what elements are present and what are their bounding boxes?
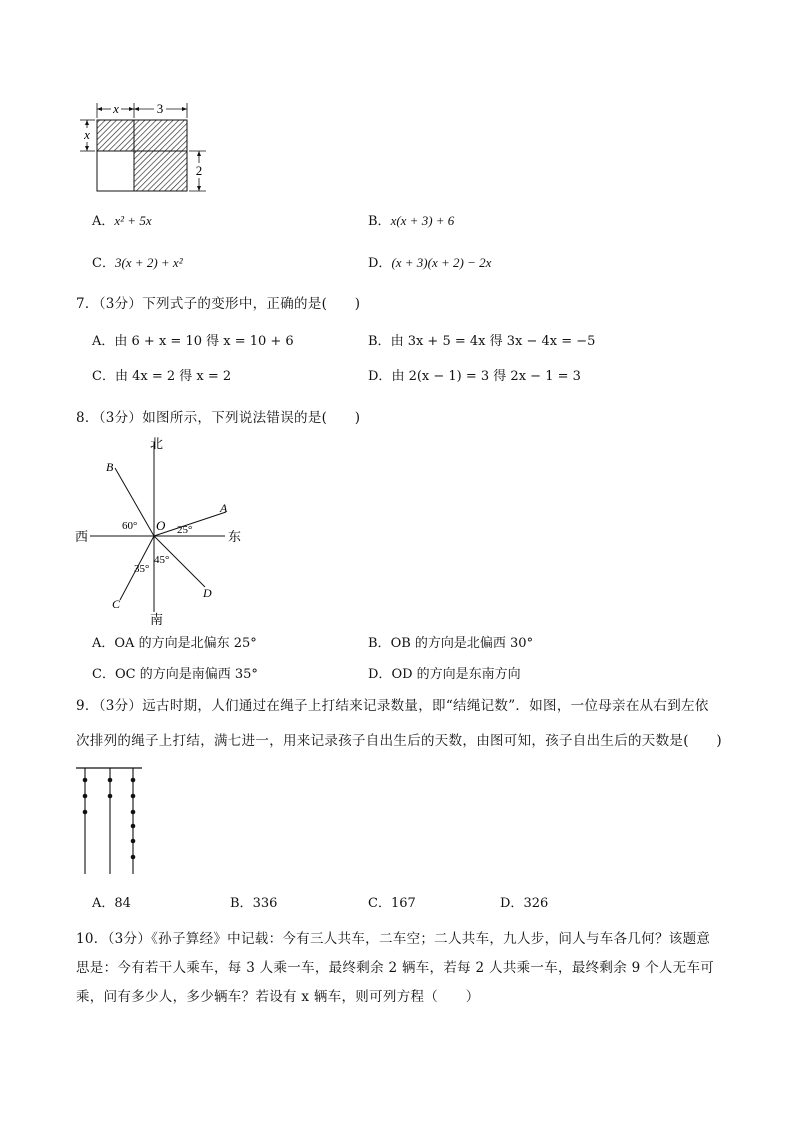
dim-label-2: 2 bbox=[195, 163, 203, 178]
q9-stem-line1: 9．（3分）远古时期，人们通过在绳子上打结来记录数量，即“结绳记数”．如图，一位母亲在从右到左依 bbox=[76, 698, 709, 714]
angle-60: 60° bbox=[122, 520, 138, 532]
label-o: O bbox=[156, 518, 166, 533]
q7-option-a[interactable]: A．由 6 + x = 10 得 x = 10 + 6 bbox=[92, 334, 294, 349]
knotted-ropes-figure bbox=[70, 760, 150, 880]
shaded-right bbox=[134, 120, 187, 191]
angle-25: 25° bbox=[177, 524, 193, 536]
q9-option-a[interactable]: A．84 bbox=[92, 896, 131, 911]
label-north: 北 bbox=[150, 436, 164, 451]
q8-option-d[interactable]: D．OD 的方向是东南方向 bbox=[368, 667, 521, 682]
dim-label-x-left: x bbox=[84, 127, 90, 142]
label-c: C bbox=[112, 597, 121, 611]
q6-option-b[interactable]: B．x(x + 3) + 6 bbox=[368, 213, 455, 229]
q10-stem-line2: 思是：今有若干人乘车，每 3 人乘一车，最终剩余 2 辆车，若每 2 人共乘一车，最终剩余 9 个人无车可 bbox=[76, 960, 715, 976]
label-south: 南 bbox=[150, 612, 164, 627]
compass-direction-figure bbox=[70, 432, 260, 632]
label-a: A bbox=[220, 501, 228, 515]
q10-stem-line3: 乘，问有多少人，多少辆车？若设有 x 辆车，则可列方程（ ） bbox=[76, 989, 480, 1005]
q6-option-c[interactable]: C．3(x + 2) + x² bbox=[92, 255, 183, 271]
q7-option-b[interactable]: B．由 3x + 5 = 4x 得 3x − 4x = −5 bbox=[368, 334, 596, 349]
q8-option-b[interactable]: B．OB 的方向是北偏西 30° bbox=[368, 636, 534, 651]
q7-option-c[interactable]: C．由 4x = 2 得 x = 2 bbox=[92, 369, 232, 384]
q9-stem-line2: 次排列的绳子上打结，满七进一，用来记录孩子自出生后的天数，由图可知，孩子自出生后的天数是( ) bbox=[76, 733, 722, 749]
q8-option-c[interactable]: C．OC 的方向是南偏西 35° bbox=[92, 667, 258, 682]
q9-option-d[interactable]: D．326 bbox=[500, 896, 549, 911]
rectangle-area-figure bbox=[76, 98, 216, 194]
dim-label-3: 3 bbox=[156, 101, 164, 116]
label-b: B bbox=[106, 460, 114, 474]
q6-option-a[interactable]: A．x² + 5x bbox=[92, 213, 152, 229]
angle-45: 45° bbox=[154, 554, 170, 566]
label-d: D bbox=[203, 586, 212, 600]
q6-option-d[interactable]: D．(x + 3)(x + 2) − 2x bbox=[368, 255, 492, 271]
q9-option-c[interactable]: C．167 bbox=[368, 896, 416, 911]
q8-stem: 8．（3分）如图所示，下列说法错误的是( ) bbox=[76, 410, 361, 426]
label-east: 东 bbox=[228, 529, 242, 544]
q9-option-b[interactable]: B．336 bbox=[230, 896, 278, 911]
label-west: 西 bbox=[75, 529, 89, 544]
q7-stem: 7．（3分）下列式子的变形中，正确的是( ) bbox=[76, 296, 361, 312]
shaded-top-left bbox=[97, 120, 134, 151]
q8-option-a[interactable]: A．OA 的方向是北偏东 25° bbox=[92, 636, 257, 651]
q10-stem-line1: 10．（3分）《孙子算经》中记载：今有三人共车，二车空；二人共车，九人步，问人与车各几何？该题意 bbox=[76, 931, 711, 947]
q7-option-d[interactable]: D．由 2(x − 1) = 3 得 2x − 1 = 3 bbox=[368, 369, 581, 384]
angle-35: 35° bbox=[134, 563, 150, 575]
dim-label-x-top: x bbox=[113, 101, 119, 116]
